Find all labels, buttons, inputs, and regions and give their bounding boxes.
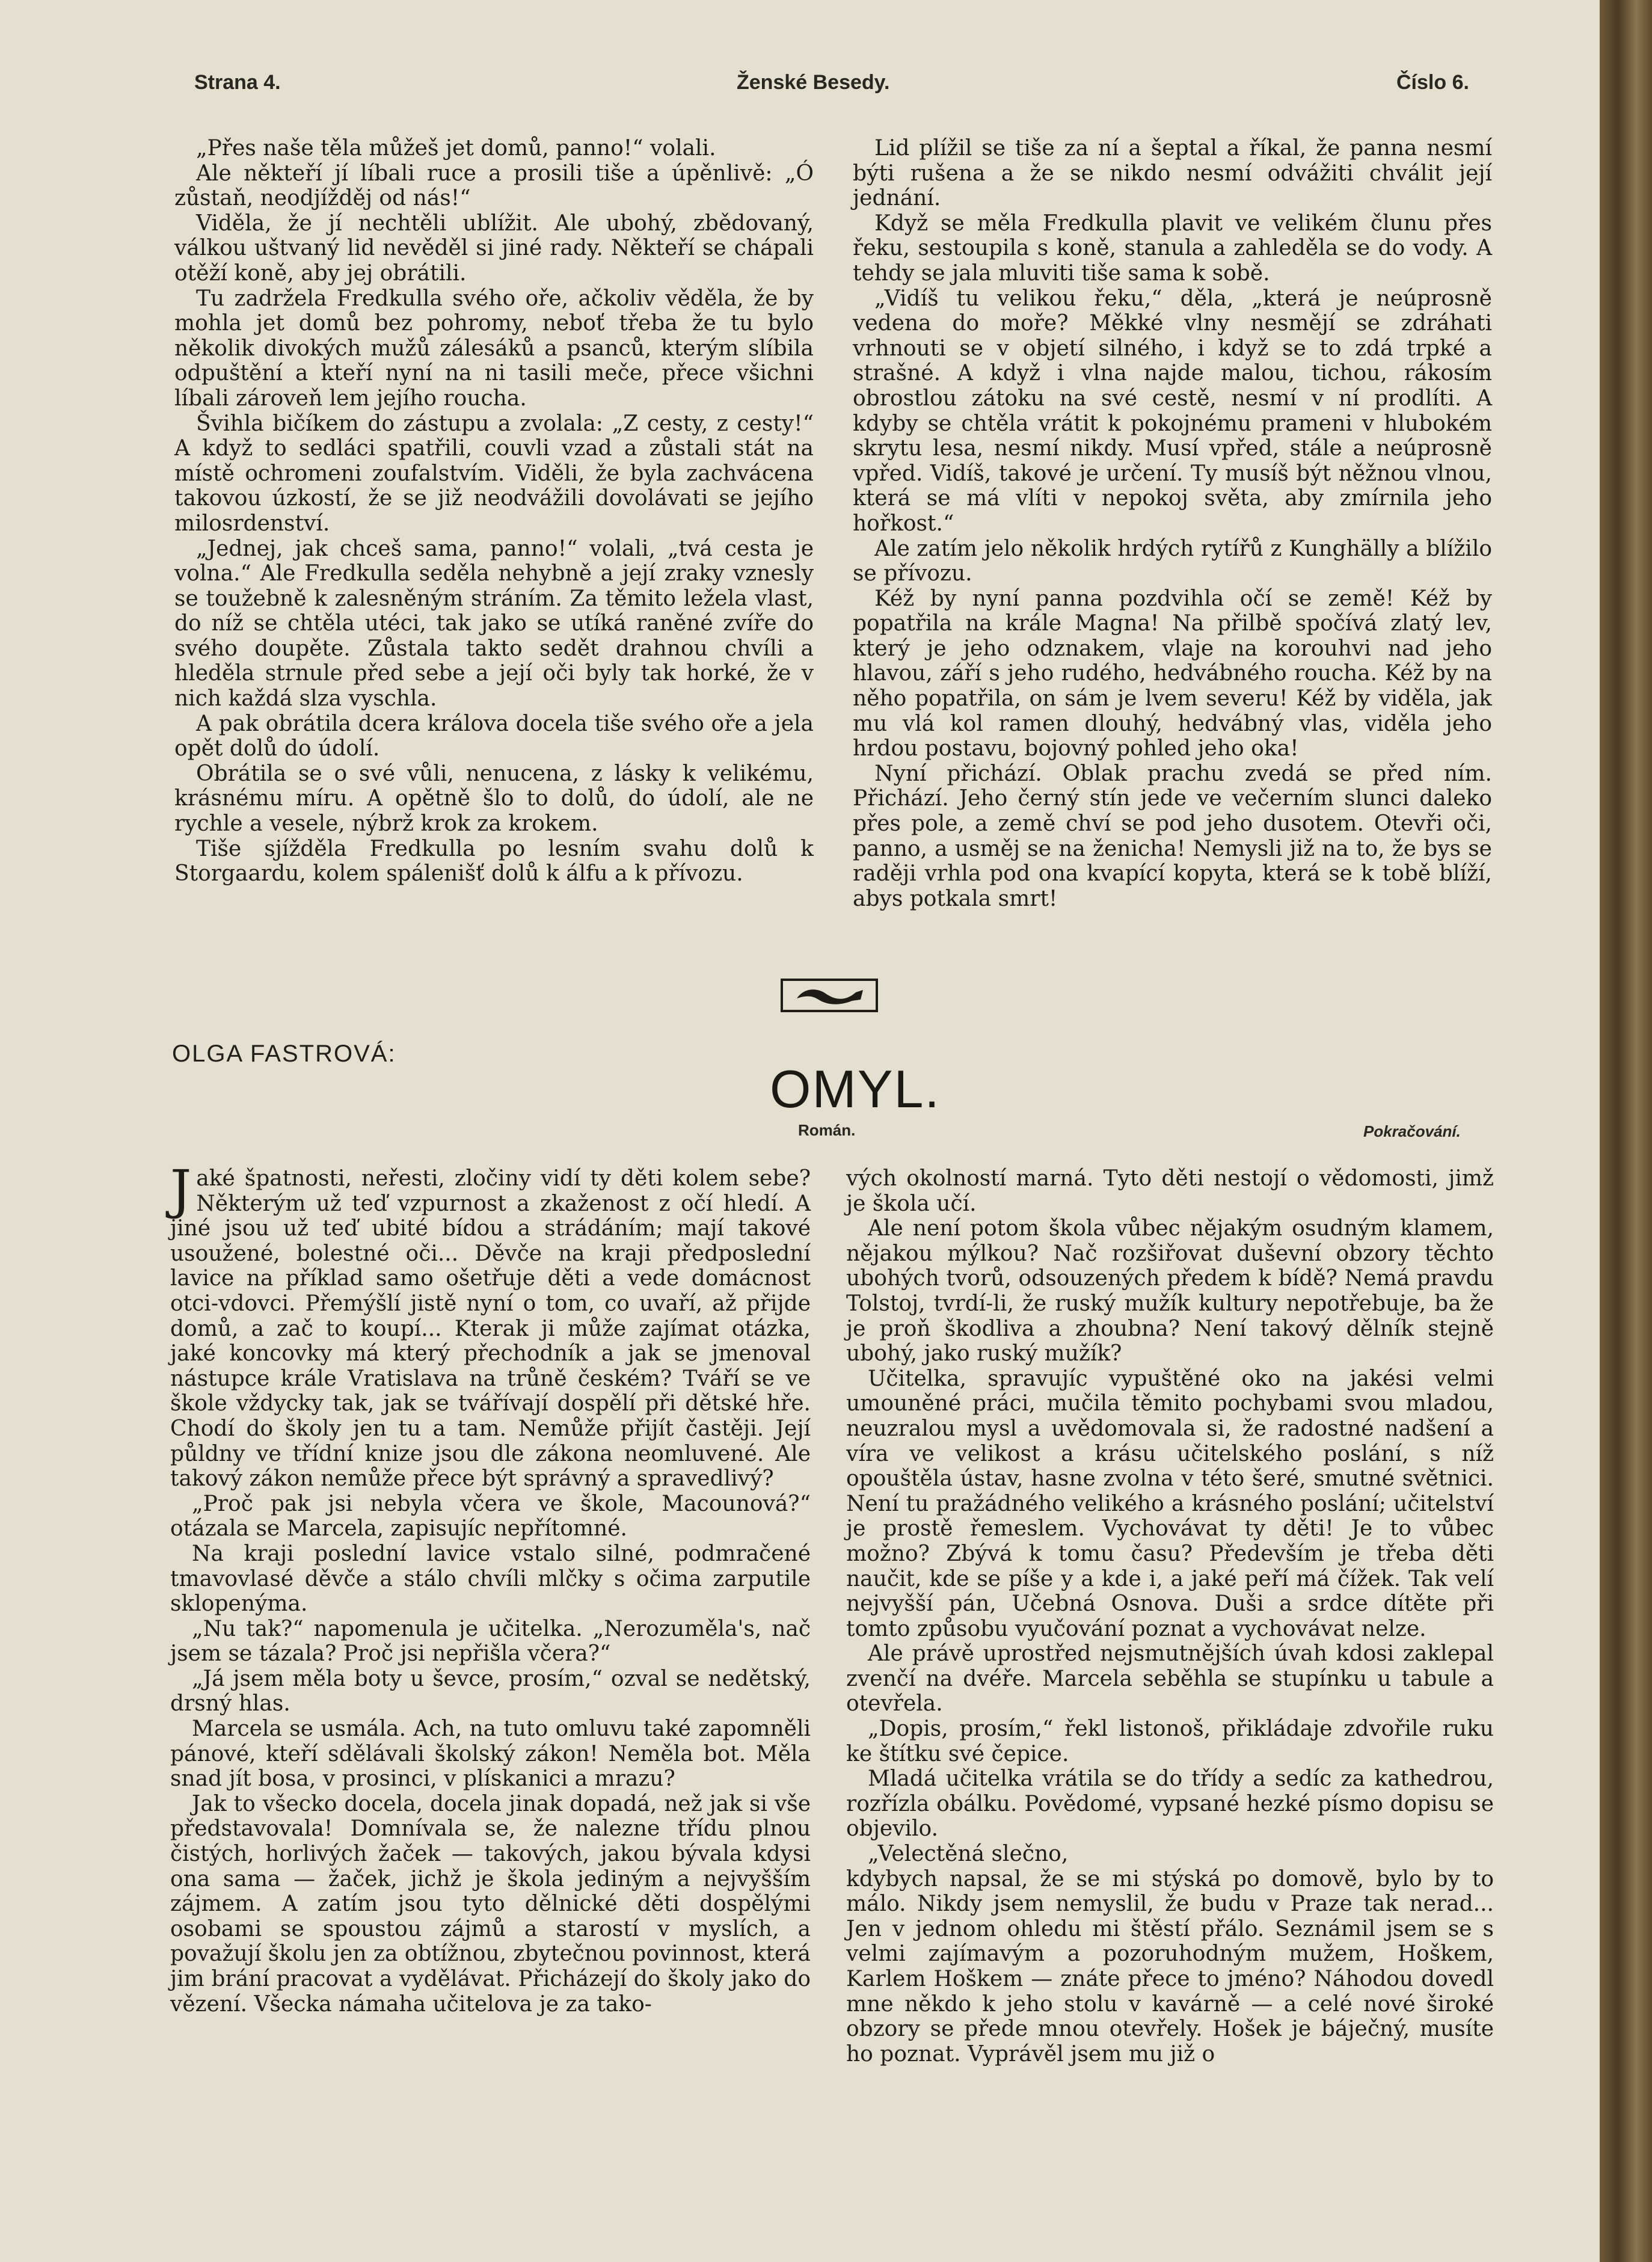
paragraph: „Nu tak?“ napomenula je učitelka. „Nerozuměla's, nač jsem se tázala? Proč jsi nepřišla včera?“	[170, 1616, 811, 1667]
continuation-note: Pokračování.	[1363, 1122, 1461, 1140]
paragraph: Marcela se usmála. Ach, na tuto omluvu také zapomněli pánové, kteří sdělávali školský zákon! Neměla bot. Měla snad jít bosa, v prosinci, v plískanici a mrazu?	[170, 1716, 811, 1792]
paragraph: „Dopis, prosím,“ řekl listonoš, přikládaje zdvořile ruku ke štítku své čepice.	[846, 1716, 1494, 1766]
paragraph: Když se měla Fredkulla plavit ve velikém člunu přes řeku, sestoupila s koně, stanula a zahleděla se do vody. A tehdy se jala mluviti tiše sama k sobě.	[853, 211, 1492, 286]
paragraph: Ale někteří jí líbali ruce a prosili tiše a úpěnlivě: „Ó zůstaň, neodjížděj od nás!“	[174, 161, 814, 211]
paragraph: Nyní přichází. Oblak prachu zvedá se před ním. Přichází. Jeho černý stín jede ve večerním slunci daleko přes pole, a země chví se pod jeho dusotem. Otevři oči, panno, a usměj se na ženicha! Nemysli již na to, že bys se raději vrhla pod ona kvapící kopyta, která se k tobě blíží, abys potkala smrt!	[853, 761, 1492, 911]
paragraph: „Proč pak jsi nebyla včera ve škole, Macounová?“ otázala se Marcela, zapisujíc nepřítomné.	[170, 1491, 811, 1541]
paragraph: Kéž by nyní panna pozdvihla očí se země! Kéž by popatřila na krále Magna! Na přilbě spočívá zlatý lev, který je jeho odznakem, vlaje na korouhvi nad jeho hlavou, září s jeho rudého, hedvábného roucha. Kéž by na něho popatřila, on sám je lvem severu! Kéž by viděla, jak mu vlá kol ramen dlouhý, hedvábný vlas, viděla jeho hrdou postavu, bojovný pohled jeho oka!	[853, 586, 1492, 761]
issue-number: Číslo 6.	[1396, 71, 1469, 94]
paragraph: Jak to všecko docela, docela jinak dopadá, než jak si vše představovala! Domnívala se, že nalezne třídu plnou čistých, horlivých žaček — takových, jakou bývala kdysi ona sama — žaček, jichž je škola jediným a nejvyšším zájmem. A zatím jsou tyto dělnické děti dospělými osobami se spoustou zájmů a starostí v myslích, a považují školu jen za obtížnou, zbytečnou povinnost, která jim brání pracovat a vydělávat. Přicházejí do školy jako do vězení. Všecka námaha učitelova je za tako-	[170, 1791, 811, 2017]
paragraph: Ale zatím jelo několik hrdých rytířů z Kunghälly a blížilo se přívozu.	[853, 536, 1492, 586]
paragraph: „Jednej, jak chceš sama, panno!“ volali, „tvá cesta je volna.“ Ale Fredkulla seděla nehybně a její zraky vznesly se toužebně k zalesněným stráním. Za těmito ležela vlast, do níž se chtěla utéci, tak jako se utíká raněné zvíře do svého doupěte. Zůstala takto sedět drahnou chvíli a hleděla strnule před sebe a její oči byly tak horké, že v nich každá slza vyschla.	[174, 536, 814, 711]
paragraph: „Já jsem měla boty u ševce, prosím,“ ozval se nedětský, drsný hlas.	[170, 1666, 811, 1716]
story-genre: Román.	[798, 1121, 856, 1139]
paragraph: Tiše sjížděla Fredkulla po lesním svahu dolů k Storgaardu, kolem spálenišť dolů k álfu a k přívozu.	[174, 836, 814, 887]
book-spine-edge	[1600, 0, 1652, 2262]
column-1-upper-left	[174, 136, 814, 887]
paragraph: Na kraji poslední lavice vstalo silné, podmračené tmavovlasé děvče a stálo chvíli mlčky s očima zarputile sklopenýma.	[170, 1541, 811, 1617]
column-4-lower-right	[846, 1166, 1494, 2067]
paragraph: Jaké špatnosti, neřesti, zločiny vidí ty děti kolem sebe? Některým už teď vzpurnost a zkaženost z očí hledí. A jiné jsou už teď ubité bídou a strádáním; mají takové usoužené, bolestné oči... Děvče na kraji předposlední lavice na příklad samo ošetřuje děti a vede domácnost otci-vdovci. Přemýšlí jistě nyní o tom, co uvaří, až přijde domů, a zač to koupí... Kterak ji může zajímat otázka, jaké koncovky má který přechodník a jak se jmenoval nástupce krále Vratislava na trůně českém? Tváří se ve škole vždycky tak, jak se tvářívají dospělí při dětské hře. Chodí do školy jen tu a tam. Nemůže přijít častěji. Její půldny ve třídní knize jsou dle zákona neomluvené. Ale takový zákon nemůže přece být správný a spravedlivý?	[170, 1158, 811, 1492]
magazine-title: Ženské Besedy.	[737, 71, 890, 94]
letter-salutation: „Velectěná slečno,	[868, 1842, 1069, 1867]
paragraph: „Vidíš tu velikou řeku,“ děla, „která je neúprosně vedena do moře? Měkké vlny nesmějí se zdráhati vrhnouti se v objetí silného, i když se to zdá trpké a strašné. A když i vlna najde malou, tichou, rákosím obrostlou zátoku na své cestě, nesmí v ní prodlíti. A kdyby se chtěla vrátit k pokojnému prameni v hlubokém skrytu lesa, nesmí nikdy. Musí vpřed, stále a neúprosně vpřed. Vidíš, takové je určení. Ty musíš být něžnou vlnou, která se má vlíti v nepokoj světa, aby zmírnila jeho hořkost.“	[853, 286, 1492, 536]
paragraph: Lid plížil se tiše za ní a šeptal a říkal, že panna nesmí býti rušena a že se nikdo nesmí odvážiti chválit její jednání.	[853, 136, 1492, 211]
story-title: OMYL.	[770, 1059, 941, 1119]
paragraph: Švihla bičíkem do zástupu a zvolala: „Z cesty, z cesty!“ A když to sedláci spatřili, couvli vzad a zůstali stát na místě ochromeni zoufalstvím. Viděli, že byla zachvácena takovou úzkostí, že se již neodvážili dovolávati se jejího milosrdenství.	[174, 411, 814, 536]
paragraph: Učitelka, spravujíc vypuštěné oko na jakési velmi umouněné práci, mučila těmito pochybami svou mladou, neuzralou mysl a uvědomovala si, že radostné nadšení a víra ve velikost a krásu učitelského poslání, s níž opouštěla ústav, hasne zvolna v této šeré, smutné světnici. Není tu pražádného velikého a krásného poslání; učitelství je prostě řemeslem. Vychovávat ty děti! Je to vůbec možno? Zbývá k tomu času? Především je třeba děti naučit, kde se píše y a kde i, a jaké peří má čížek. Tak velí nejvyšší pán, Učebná Osnova. Duši a srdce dítěte při tomto způsobu vyučování poznat a vychovávat nelze.	[846, 1366, 1494, 1641]
page-number: Strana 4.	[194, 71, 281, 94]
story-author: OLGA FASTROVÁ:	[172, 1040, 396, 1067]
column-2-upper-right	[853, 136, 1492, 911]
paragraph: Ale právě uprostřed nejsmutnějších úvah kdosi zaklepal zvenčí na dvéře. Marcela seběhla se stupínku u tabule a otevřela.	[846, 1641, 1494, 1716]
paragraph: Mladá učitelka vrátila se do třídy a sedíc za kathedrou, rozřízla obálku. Povědomé, vypsané hezké písmo dopisu se objevilo.	[846, 1766, 1494, 1842]
section-divider-ornament-icon	[780, 978, 879, 1013]
paragraph: „Přes naše těla můžeš jet domů, panno!“ volali.	[196, 136, 716, 161]
paragraph: Obrátila se o své vůli, nenucena, z lásky k velikému, krásnému míru. A opětně šlo to dolů, do údolí, ale ne rychle a vesele, nýbrž krok za krokem.	[174, 761, 814, 837]
paragraph: vých okolností marná. Tyto děti nestojí o vědomosti, jimž je škola učí.	[846, 1166, 1494, 1216]
paragraph: Ale není potom škola vůbec nějakým osudným klamem, nějakou mýlkou? Nač rozšiřovat duševní obzory těchto ubohých tvorů, odsouzených předem k bídě? Nemá pravdu Tolstoj, tvrdí-li, že ruský mužík kultury nepotřebuje, ba že je proň škodliva a zhoubna? Není takový dělník stejně ubohý, jako ruský mužík?	[846, 1216, 1494, 1366]
paragraph: Viděla, že jí nechtěli ublížit. Ale ubohý, zbědovaný, válkou uštvaný lid nevěděl si jiné rady. Někteří se chápali otěží koně, aby jej obrátili.	[174, 211, 814, 286]
paragraph: Tu zadržela Fredkulla svého oře, ačkoliv věděla, že by mohla jet domů bez pohromy, neboť třeba že tu bylo několik divokých mužů zálesáků a psanců, kterým slíbila odpuštění a kteří nyní na ni tasili meče, přece všichni líbali zároveň lem jejího roucha.	[174, 286, 814, 411]
paragraph: A pak obrátila dcera králova docela tiše svého oře a jela opět dolů do údolí.	[174, 711, 814, 761]
letter-body: kdybych napsal, že se mi stýská po domově, bylo by to málo. Nikdy jsem nemyslil, že budu v Praze tak nerad... Jen v jednom ohledu mi štěstí přálo. Seznámil jsem se s velmi zajímavým a pozoruhodným mužem, Hoškem, Karlem Hoškem — znáte přece to jméno? Náhodou dovedl mne někdo k jeho stolu v kavárně — a celé nové široké obzory se přede mnou otevřely. Hošek je báječný, musíte ho poznat. Vyprávěl jsem mu již o	[846, 1866, 1494, 2067]
column-3-lower-left	[170, 1158, 811, 2017]
